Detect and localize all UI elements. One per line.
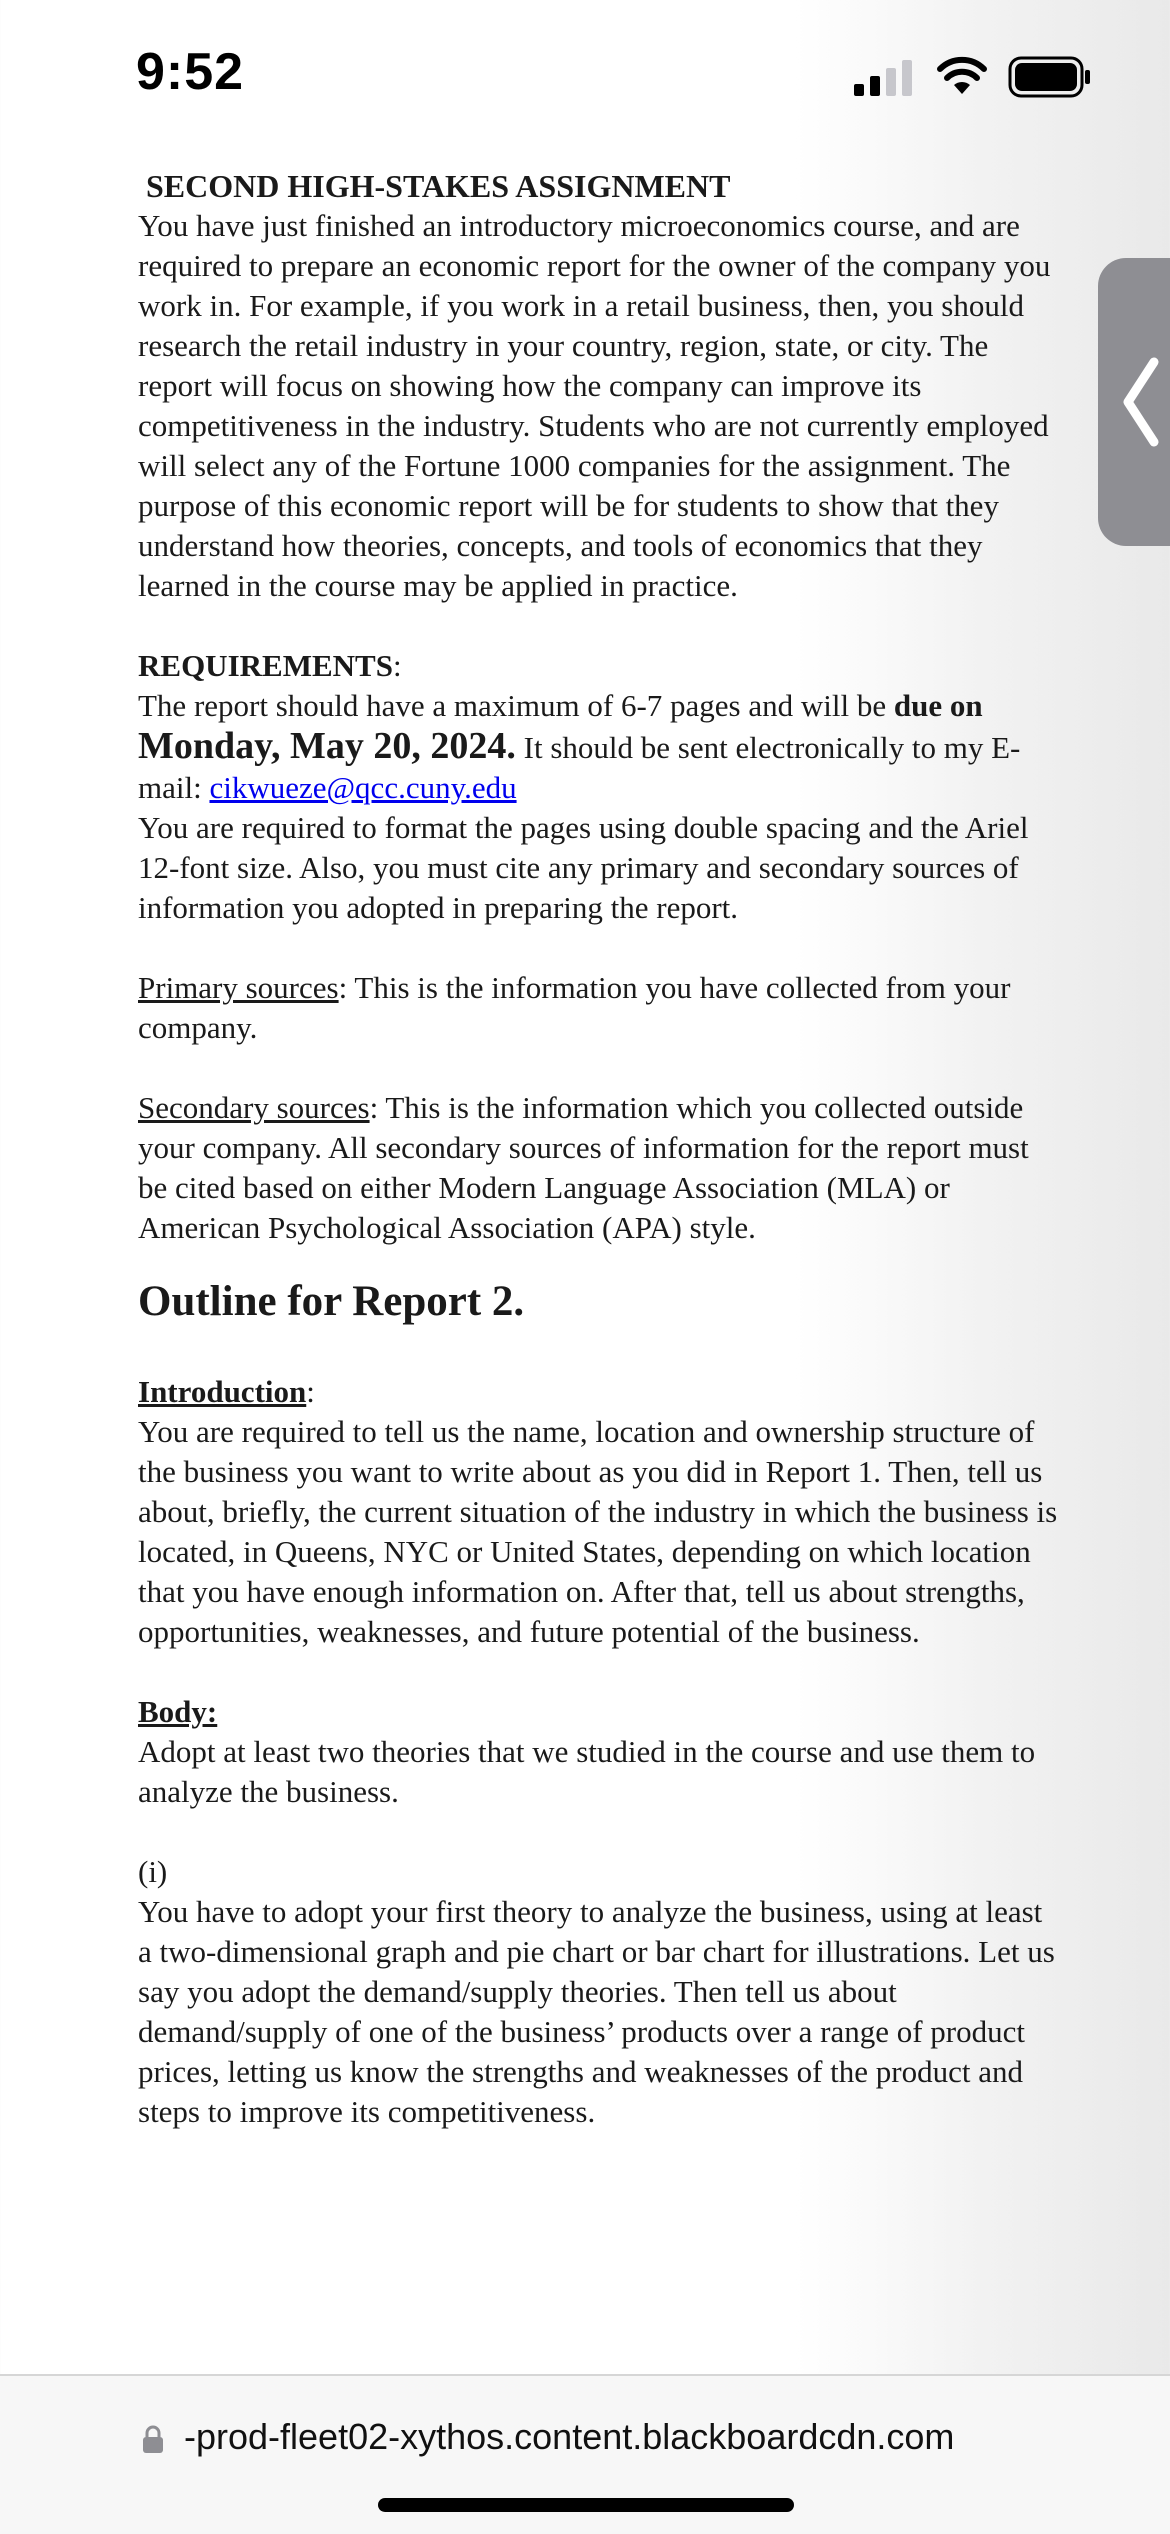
status-bar (0, 0, 1170, 150)
home-indicator (378, 2498, 794, 2512)
document-title: SECOND HIGH-STAKES ASSIGNMENT (146, 168, 731, 204)
intro-paragraph: You have just finished an introductory microeconomics course, and are required to prepare an economic report for the owner of the company you work in. For example, if you work in a retail business, then, you should research the retail industry in your country, region, state, or city. The report will focus on showing how the company can improve its competitiveness in the industry. Students who are not currently employed will select any of the Fortune 1000 companies for the assignment. The purpose of this economic report will be for students to show that they understand how theories, concepts, and tools of economics that they learned in the course may be applied in practice. (138, 208, 1051, 603)
email-link[interactable]: cikwueze@qcc.cuny.edu (209, 770, 517, 805)
due-on-label: due on (893, 688, 983, 723)
introduction-heading-line (138, 1372, 1058, 1412)
body-paragraph: Adopt at least two theories that we studied in the course and use them to analyze the business. (138, 1734, 1036, 1809)
url-text[interactable]: -prod-fleet02-xythos.content.blackboardcdn.com (184, 2416, 955, 2457)
requirements-text-after: It should be sent electronically to my E-mail: (138, 730, 1021, 805)
lock-icon (142, 2424, 164, 2454)
document-content (138, 166, 1058, 2132)
secondary-sources-paragraph (138, 1088, 1058, 1248)
body-label: Body: (138, 1694, 218, 1729)
secondary-sources-label: Secondary sources (138, 1090, 370, 1125)
address-bar[interactable] (0, 2374, 1170, 2534)
format-paragraph: You are required to format the pages using double spacing and the Ariel 12-font size. Also, you must cite any primary and secondary sources of information you adopted in preparing the report. (138, 810, 1029, 925)
battery-icon (1008, 56, 1092, 98)
outline-heading: Outline for Report 2. (138, 1278, 525, 1325)
requirements-colon: : (392, 648, 402, 683)
side-panel-handle[interactable] (1098, 258, 1170, 546)
primary-sources-paragraph (138, 968, 1058, 1048)
status-time: 9:52 (136, 43, 245, 101)
body-item-i-marker: (i) (138, 1854, 168, 1889)
primary-sources-text: : This is the information you have collected from your company. (138, 970, 1011, 1045)
secondary-sources-text: : This is the information which you collected outside your company. All secondary sources of information for the report must be cited based on either Modern Language Association (MLA) or American Psychological Association (APA) style. (138, 1090, 1029, 1245)
due-date: Monday, May 20, 2024. (138, 725, 516, 767)
introduction-label: Introduction (138, 1374, 307, 1409)
wifi-icon (937, 56, 987, 96)
body-item-i-text: You have to adopt your first theory to analyze the business, using at least a two-dimensional graph and pie chart or bar chart for illustrations. Let us say you adopt the demand/supply theories. Then tell us about demand/supply of one of the business’ products over a range of product prices, letting us know the strengths and weaknesses of the product and steps to improve its competitiveness. (138, 1894, 1055, 2129)
chevron-left-icon (1120, 356, 1160, 448)
introduction-paragraph: You are required to tell us the name, location and ownership structure of the business you want to write about as you did in Report 1. Then, tell us about, briefly, the current situation of the industry in which the business is located, in Queens, NYC or United States, depending on which location that you have enough information on. After that, tell us about strengths, opportunities, weaknesses, and future potential of the business. (138, 1414, 1058, 1649)
requirements-paragraph (138, 686, 1058, 808)
requirements-heading: REQUIREMENTS (138, 648, 393, 683)
introduction-colon: : (306, 1374, 315, 1409)
requirements-heading-line (138, 646, 1058, 686)
primary-sources-label: Primary sources (138, 970, 339, 1005)
requirements-text-before: The report should have a maximum of 6-7 pages and will be (138, 688, 894, 723)
cellular-signal-icon (854, 58, 916, 98)
